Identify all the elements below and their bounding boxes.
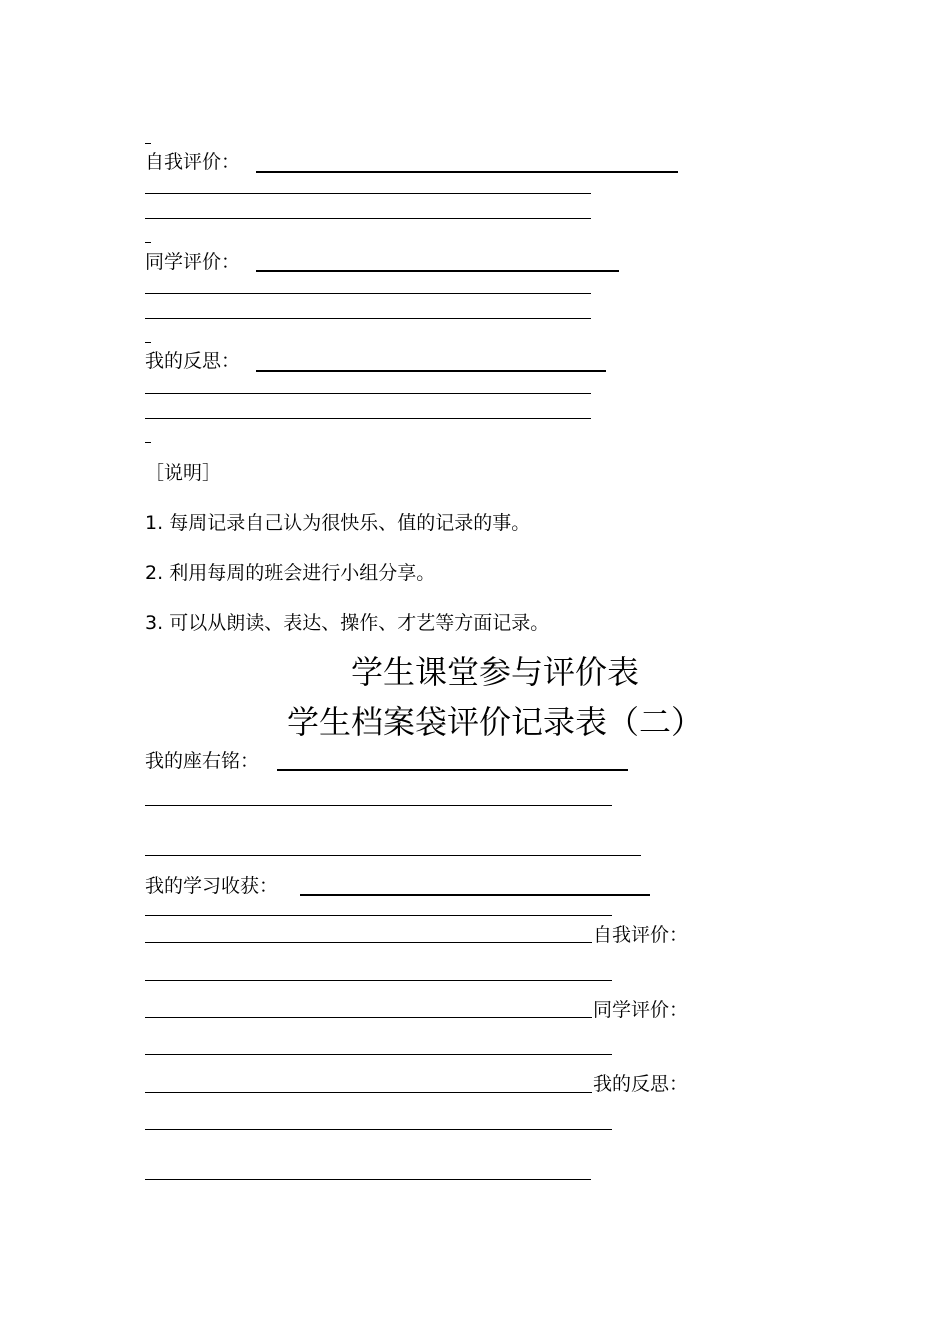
motto-line-3[interactable] <box>145 855 641 856</box>
learning-gains-label: 我的学习收获： <box>145 875 279 897</box>
self-eval-line[interactable] <box>256 171 678 173</box>
notes-item-number: 3. <box>145 612 164 634</box>
reflection-line-2nd[interactable] <box>145 1092 592 1093</box>
self-eval-label-2: 自我评价： <box>593 924 689 946</box>
motto-label: 我的座右铭： <box>145 750 260 772</box>
reflection-line-2nd-b[interactable] <box>145 1129 612 1130</box>
self-eval-line-3[interactable] <box>145 218 591 219</box>
paragraph-mark <box>145 342 151 343</box>
reflection-line-3[interactable] <box>145 418 591 419</box>
learning-gains-line[interactable] <box>300 894 650 896</box>
motto-line-2[interactable] <box>145 805 612 806</box>
peer-eval-label: 同学评价： <box>145 251 241 273</box>
paragraph-mark <box>145 242 151 243</box>
notes-heading: ［说明］ <box>145 462 222 484</box>
notes-item-3 <box>145 611 549 635</box>
self-eval-label: 自我评价： <box>145 151 241 173</box>
peer-eval-line-2nd[interactable] <box>145 1017 592 1018</box>
reflection-label: 我的反思： <box>145 350 241 372</box>
peer-eval-line-2nd-b[interactable] <box>145 1054 612 1055</box>
notes-item-text: 利用每周的班会进行小组分享。 <box>169 562 436 584</box>
notes-item-2 <box>145 561 435 585</box>
notes-item-text: 每周记录自己认为很快乐、值的记录的事。 <box>169 512 531 534</box>
notes-item-number: 1. <box>145 512 164 534</box>
reflection-label-2: 我的反思： <box>593 1073 689 1095</box>
paragraph-mark <box>145 143 151 144</box>
peer-eval-line-2[interactable] <box>145 293 591 294</box>
self-eval-line-2nd[interactable] <box>145 942 592 943</box>
paragraph-mark <box>145 442 151 443</box>
page-subtitle: 学生档案袋评价记录表（二） <box>286 703 703 741</box>
reflection-line[interactable] <box>256 370 606 372</box>
reflection-line-2[interactable] <box>145 393 591 394</box>
peer-eval-label-2: 同学评价： <box>593 999 689 1021</box>
page-title: 学生课堂参与评价表 <box>350 653 639 691</box>
self-eval-line-2nd-b[interactable] <box>145 980 612 981</box>
self-eval-line-2[interactable] <box>145 193 591 194</box>
notes-item-number: 2. <box>145 562 164 584</box>
reflection-line-2nd-c[interactable] <box>145 1179 591 1180</box>
notes-item-1 <box>145 511 530 535</box>
learning-gains-line-2[interactable] <box>145 915 612 916</box>
peer-eval-line-3[interactable] <box>145 318 591 319</box>
notes-item-text: 可以从朗读、表达、操作、才艺等方面记录。 <box>169 612 550 634</box>
motto-line[interactable] <box>277 769 628 771</box>
peer-eval-line[interactable] <box>256 270 619 272</box>
